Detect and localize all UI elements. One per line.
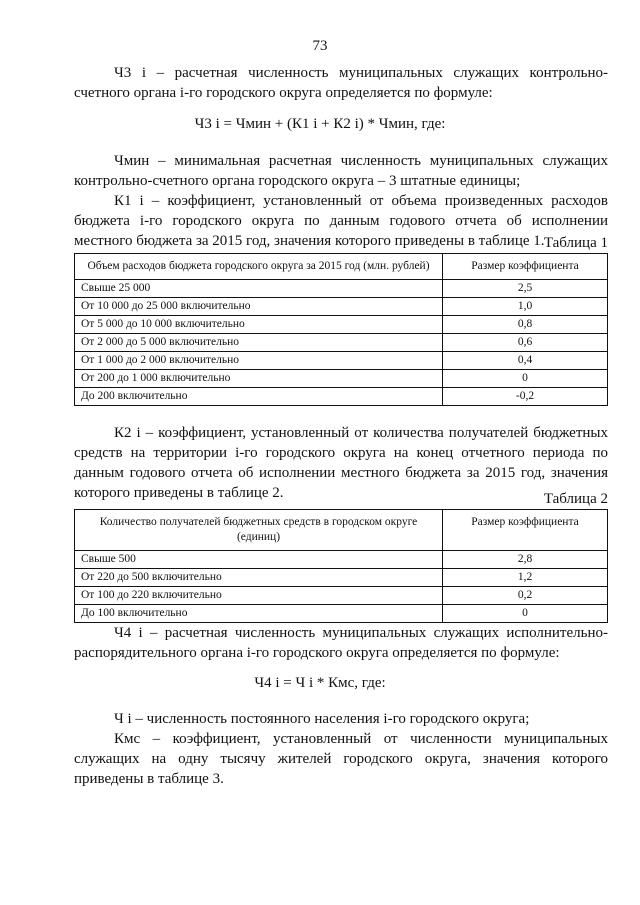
paragraph-k2-definition: К2 i – коэффициент, установленный от количества получателей бюджетных средств на территории i-го городского округа на конец отчетного периода по данным годового отчета об исполнении местного бюджета за 2015 год, значения которого приведены в таблице 2. xyxy=(74,425,608,501)
paragraph-chmin-definition: Чмин – минимальная расчетная численность муниципальных служащих контрольно-счетного органа городского округа – 3 штатные единицы; xyxy=(74,153,608,189)
table-1 xyxy=(74,253,608,406)
table-cell-range: От 100 до 220 включительно xyxy=(75,587,443,605)
formula-ch3: Ч3 i = Чмин + (К1 i + К2 i) * Чмин, где: xyxy=(194,116,446,132)
page-number: 73 xyxy=(312,38,328,54)
table-cell-range: До 100 включительно xyxy=(75,605,443,623)
formula-ch4: Ч4 i = Ч i * Кмс, где: xyxy=(254,675,386,691)
table-row xyxy=(75,298,608,316)
table-cell-range: Свыше 25 000 xyxy=(75,280,443,298)
table-row xyxy=(75,388,608,406)
table2-caption: Таблица 2 xyxy=(543,491,608,507)
table2-header-recipients: Количество получателей бюджетных средств в городском округе (единиц) xyxy=(75,510,443,551)
table-cell-coef: 2,5 xyxy=(443,280,608,298)
paragraph-chi-definition: Ч i – численность постоянного населения i-го городского округа; xyxy=(114,711,530,727)
table-cell-coef: 0 xyxy=(443,605,608,623)
table-cell-coef: 0,4 xyxy=(443,352,608,370)
table-row xyxy=(75,316,608,334)
table-cell-coef: -0,2 xyxy=(443,388,608,406)
table-2 xyxy=(74,509,608,623)
table-cell-range: До 200 включительно xyxy=(75,388,443,406)
table1-caption: Таблица 1 xyxy=(543,235,608,251)
table-cell-coef: 1,0 xyxy=(443,298,608,316)
paragraph-kms-definition: Кмс – коэффициент, установленный от численности муниципальных служащих на одну тысячу жителей городского округа, значения которого приведены в таблице 3. xyxy=(74,731,608,787)
table-cell-range: От 2 000 до 5 000 включительно xyxy=(75,334,443,352)
table-row xyxy=(75,551,608,569)
table-header-row xyxy=(75,254,608,280)
table-cell-range: От 200 до 1 000 включительно xyxy=(75,370,443,388)
table1-header-volume: Объем расходов бюджета городского округа за 2015 год (млн. рублей) xyxy=(75,254,443,280)
table-cell-range: Свыше 500 xyxy=(75,551,443,569)
table-row xyxy=(75,352,608,370)
table-cell-coef: 0,6 xyxy=(443,334,608,352)
table-cell-range: От 5 000 до 10 000 включительно xyxy=(75,316,443,334)
paragraph-ch4-definition: Ч4 i – расчетная численность муниципальных служащих исполнительно-распорядительного органа i-го городского округа определяется по формуле: xyxy=(74,625,608,661)
table2-header-coefficient: Размер коэффициента xyxy=(443,510,608,551)
table-cell-coef: 1,2 xyxy=(443,569,608,587)
table-header-row xyxy=(75,510,608,551)
table-cell-range: От 10 000 до 25 000 включительно xyxy=(75,298,443,316)
table-row xyxy=(75,280,608,298)
table-row xyxy=(75,569,608,587)
table-cell-coef: 0 xyxy=(443,370,608,388)
table-row xyxy=(75,587,608,605)
table-cell-range: От 1 000 до 2 000 включительно xyxy=(75,352,443,370)
table-row xyxy=(75,334,608,352)
table-row xyxy=(75,605,608,623)
table-cell-coef: 2,8 xyxy=(443,551,608,569)
table-cell-range: От 220 до 500 включительно xyxy=(75,569,443,587)
paragraph-ch3-definition: Ч3 i – расчетная численность муниципальных служащих контрольно-счетного органа i-го городского округа определяется по формуле: xyxy=(74,65,608,101)
table-cell-coef: 0,2 xyxy=(443,587,608,605)
paragraph-k1-definition: К1 i – коэффициент, установленный от объема произведенных расходов бюджета i-го городского округа по данным годового отчета об исполнении местного бюджета за 2015 год, значения которого приведены в таблице 1. xyxy=(74,193,608,249)
table1-header-coefficient: Размер коэффициента xyxy=(443,254,608,280)
table-row xyxy=(75,370,608,388)
table-cell-coef: 0,8 xyxy=(443,316,608,334)
